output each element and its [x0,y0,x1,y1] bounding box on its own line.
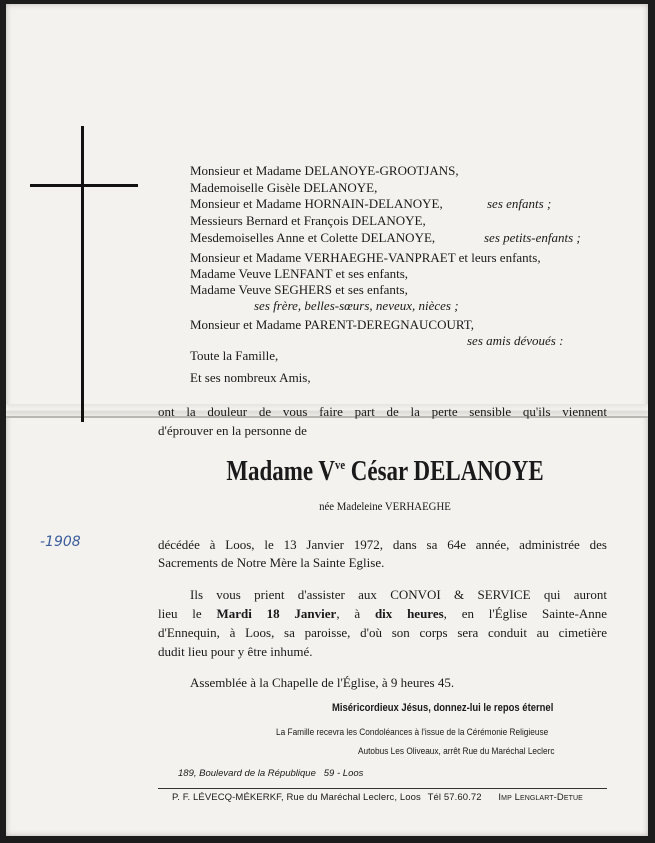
footer-rule [158,788,607,789]
family-line-7: Madame Veuve LENFANT et ses enfants, [190,266,409,281]
invitation-line-3: d'Ennequin, à Loos, sa paroisse, d'où son corps sera conduit au cimetière [158,625,607,640]
intro-line-1: ont la douleur de vous faire part de la perte sensible qu'ils viennent [158,404,607,419]
family-line-13: Et ses nombreux Amis, [190,370,311,385]
family-line-5: Mesdemoiselles Anne et Colette DELANOYE, [190,230,436,245]
family-note-freres: ses frère, belles-sœurs, neveux, nièces ; [254,298,459,313]
bus-line: Autobus Les Oliveaux, arrêt Rue du Maréchal Leclerc [358,746,555,756]
assembly-line: Assemblée à la Chapelle de l'Église, à 9 heures 45. [190,675,455,690]
invitation-line-2: lieu le Mardi 18 Janvier, à dix heures, en l'Église Sainte-Anne [158,606,607,621]
family-line-3: Monsieur et Madame HORNAIN-DELANOYE, [190,196,443,211]
death-line-1: décédée à Loos, le 13 Janvier 1972, dans sa 64e année, administrée des [158,537,607,552]
family-line-6: Monsieur et Madame VERHAEGHE-VANPRAET et leurs enfants, [190,250,541,265]
family-line-4: Messieurs Bernard et François DELANOYE, [190,213,426,228]
maiden-name: née Madeleine VERHAEGHE [319,499,451,513]
family-line-8: Madame Veuve SEGHERS et ses enfants, [190,282,408,297]
cross-icon-horizontal [30,184,138,187]
deceased-name: Madame $V^{ve}$ César DELANOYE [226,456,544,487]
family-note-amis: ses amis dévoués : [467,333,564,348]
family-line-2: Mademoiselle Gisèle DELANOYE, [190,180,378,195]
printer: Imp Lenglart-Detue [498,792,583,803]
cross-icon-vertical [81,126,84,422]
footer-line [172,792,583,803]
family-line-12: Toute la Famille, [190,348,279,363]
family-line-1: Monsieur et Madame DELANOYE-GROOTJANS, [190,163,459,178]
handwritten-year: -1908 [40,534,81,550]
prayer-line: Miséricordieux Jésus, donnez-lui le repos éternel [332,702,554,714]
intro-line-2: d'éprouver en la personne de [158,423,307,438]
invitation-line-4: dudit lieu pour y être inhumé. [158,644,313,659]
phone: Tél 57.60.72 [427,792,482,803]
family-line-10: Monsieur et Madame PARENT-DEREGNAUCOURT, [190,317,475,332]
address-line: 189, Boulevard de la République 59 - Loos [178,768,364,779]
invitation-line-1: Ils vous prient d'assister aux CONVOI & SERVICE qui auront [190,587,607,602]
family-note-petits-enfants: ses petits-enfants ; [484,230,581,245]
condolences-line: La Famille recevra les Condoléances à l'issue de la Cérémonie Religieuse [276,727,549,737]
undertaker: P. F. LÉVECQ-MÉKERKF, Rue du Maréchal Leclerc, Loos [172,792,421,803]
death-line-2: Sacrements de Notre Mère la Sainte Eglise. [158,555,385,570]
family-note-enfants: ses enfants ; [487,196,552,211]
